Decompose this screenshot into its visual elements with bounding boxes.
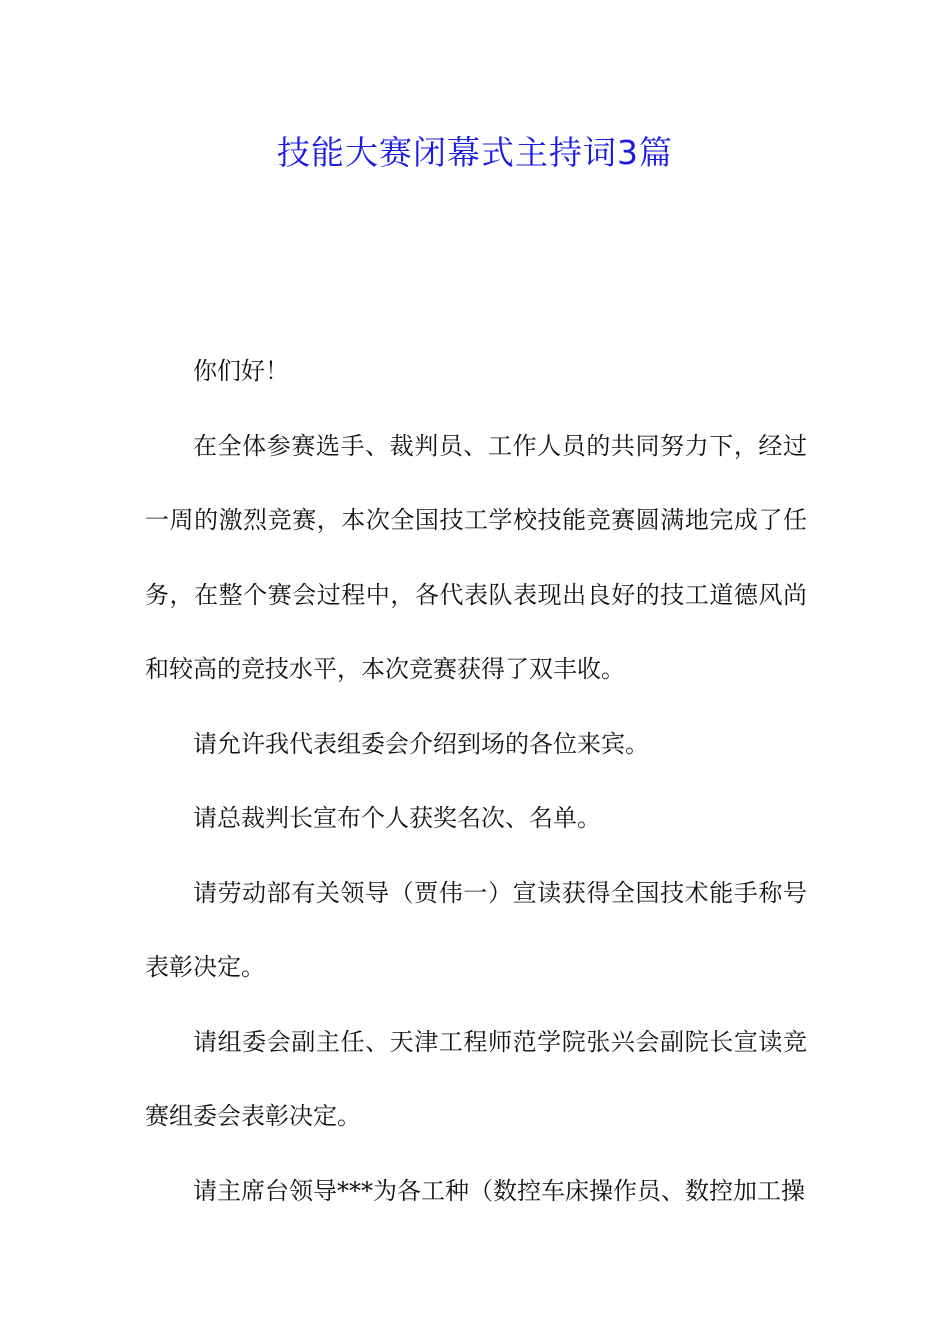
paragraph-ministry-decision: 请劳动部有关领导（贾伟一）宣读获得全国技术能手称号表彰决定。: [145, 878, 807, 981]
paragraph-announce-winners: 请总裁判长宣布个人获奖名次、名单。: [193, 804, 601, 832]
document-title: 技能大赛闭幕式主持词3篇: [277, 133, 673, 172]
document-body: [145, 334, 807, 1228]
paragraph-award-presentation: 请主席台领导***为各工种（数控车床操作员、数控加工操: [193, 1176, 805, 1205]
paragraph-introduce-guests: 请允许我代表组委会介绍到场的各位来宾。: [193, 729, 649, 758]
paragraph-committee-decision: 请组委会副主任、天津工程师范学院张兴会副院长宣读竞赛组委会表彰决定。: [145, 1027, 807, 1130]
paragraph-greeting: 你们好！: [193, 357, 289, 385]
paragraph-competition-summary: 在全体参赛选手、裁判员、工作人员的共同努力下，经过一周的激烈竞赛，本次全国技工学校技能竞赛圆满地完成了任务，在整个赛会过程中，各代表队表现出良好的技工道德风尚和较高的竞技水平，本次竞赛获得了双丰收。: [145, 431, 807, 683]
